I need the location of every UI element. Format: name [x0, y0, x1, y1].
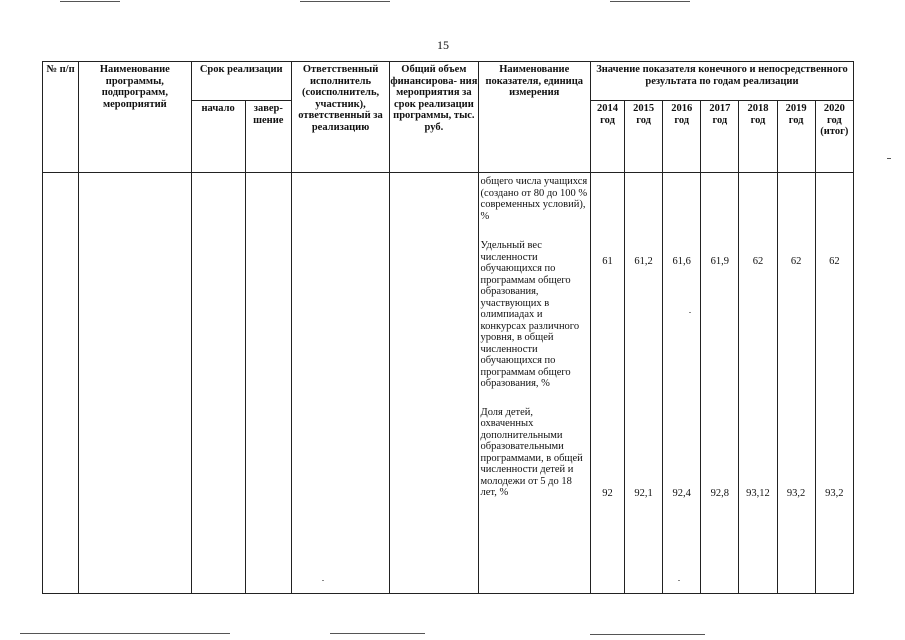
cell-period-start [191, 173, 245, 594]
scan-line-bottom-left [20, 633, 230, 634]
cell-financing [390, 173, 478, 594]
value-cell: 92,8 [710, 488, 730, 499]
cell-num [43, 173, 79, 594]
header-period: Срок реализации [191, 62, 291, 101]
header-period-end: завер- шение [245, 101, 291, 173]
indicator-name: Доля детей, охваченных дополнительными образовательными программами, в общей численности детей и молодежи от 5 до 18 лет, % [480, 406, 583, 498]
cell-values-2020 [815, 173, 853, 594]
value-cell: 61,9 [710, 256, 730, 267]
value-cell: 62 [829, 256, 840, 267]
indicator-name: Удельный вес численности обучающихся по программам общего образования, участвующих в олимпиадах и конкурсах различного уровня, в общей численности обучающихся по программам общего образования, % [480, 240, 580, 389]
indicator-name: общего числа учащихся (создано от 80 до 100 % современных условий), % [480, 176, 588, 222]
header-year-2019: 2019 год [777, 101, 815, 173]
table-row [43, 173, 854, 594]
cell-program [79, 173, 191, 594]
header-period-start: начало [191, 101, 245, 173]
value-cell: 92 [602, 488, 613, 499]
cell-indicators [478, 173, 590, 594]
value-cell: 62 [752, 256, 764, 267]
cell-values-2016 [663, 173, 701, 594]
value-cell: 93,2 [786, 488, 806, 499]
scan-line-bottom-mid [330, 633, 425, 634]
header-values-group: Значение показателя конечного и непосредственного результата по годам реализации [590, 62, 853, 101]
scan-line-bottom-right [590, 634, 705, 635]
value-cell: 61,6 [672, 256, 691, 267]
indicators-table [42, 61, 854, 594]
scan-mark-right [887, 158, 891, 159]
header-year-2015: 2015 год [625, 101, 663, 173]
cell-values-2018 [739, 173, 777, 594]
header-year-2018: 2018 год [739, 101, 777, 173]
value-cell: 62 [790, 256, 802, 267]
cell-values-2014 [590, 173, 624, 594]
header-num: № п/п [43, 62, 79, 173]
header-year-2020: 2020 год (итог) [815, 101, 853, 173]
header-executor: Ответственный исполнитель (соисполнитель, участник), ответственный за реализацию [291, 62, 389, 173]
header-financing: Общий объем финансирова- ния мероприятия за срок реализации программы, тыс. руб. [390, 62, 478, 173]
cell-period-end [245, 173, 291, 594]
scan-speck [322, 580, 324, 581]
header-program: Наименование программы, подпрограмм, мероприятий [79, 62, 191, 173]
header-year-2017: 2017 год [701, 101, 739, 173]
scan-line-top-right [610, 1, 690, 2]
cell-executor [291, 173, 389, 594]
value-cell: 61 [602, 256, 613, 267]
header-year-2014: 2014 год [590, 101, 624, 173]
scan-line-top-left [60, 1, 120, 2]
value-cell: 61,2 [634, 256, 653, 267]
scan-line-top-mid [300, 1, 390, 2]
cell-values-2019 [777, 173, 815, 594]
scan-speck [678, 580, 680, 581]
header-indicator: Наименование показателя, единица измерения [478, 62, 590, 173]
value-cell: 93,12 [746, 488, 770, 499]
cell-values-2017 [701, 173, 739, 594]
value-cell: 92,4 [672, 488, 691, 499]
page-number: 15 [437, 38, 449, 52]
header-year-2016: 2016 год [663, 101, 701, 173]
value-cell: 92,1 [634, 488, 653, 499]
cell-values-2015 [625, 173, 663, 594]
value-cell: 93,2 [825, 488, 844, 499]
scan-speck [689, 312, 691, 313]
